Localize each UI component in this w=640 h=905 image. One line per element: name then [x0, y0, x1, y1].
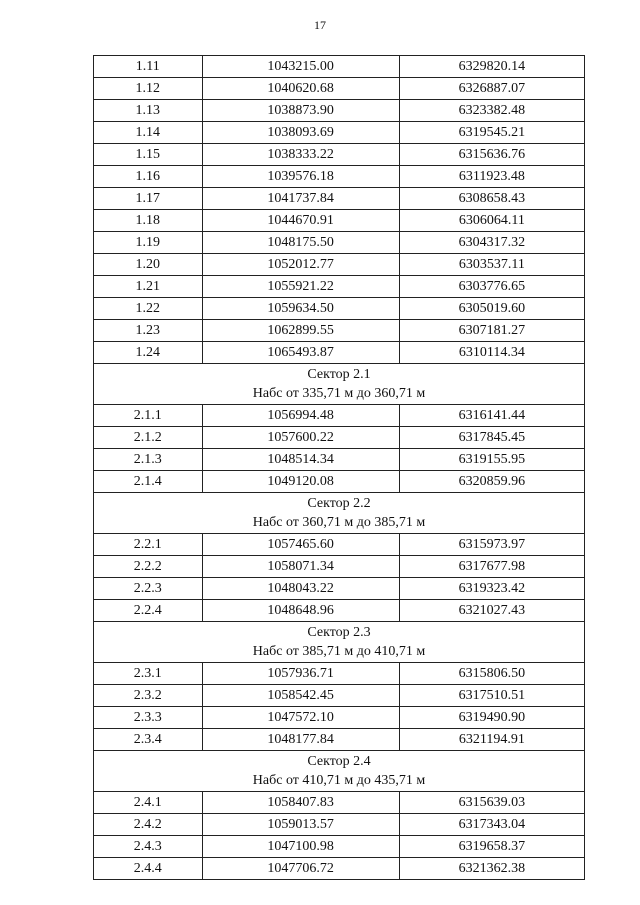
point-id-cell: 2.1.4 [94, 471, 203, 493]
point-id-cell: 2.1.3 [94, 449, 203, 471]
point-id-cell: 2.4.3 [94, 836, 203, 858]
table-row [94, 298, 585, 320]
point-id-cell: 2.2.3 [94, 578, 203, 600]
table-row [94, 166, 585, 188]
sector-header-row [94, 622, 585, 663]
x-coordinate-cell: 1052012.77 [202, 254, 399, 276]
sector-title: Сектор 2.1 [307, 367, 371, 382]
x-coordinate-cell: 1056994.48 [202, 405, 399, 427]
y-coordinate-cell: 6319658.37 [399, 836, 584, 858]
point-id-cell: 1.13 [94, 100, 203, 122]
point-id-cell: 1.19 [94, 232, 203, 254]
point-id-cell: 2.2.2 [94, 556, 203, 578]
point-id-cell: 2.4.4 [94, 858, 203, 880]
y-coordinate-cell: 6315806.50 [399, 663, 584, 685]
table-row [94, 858, 585, 880]
sector-header-row [94, 493, 585, 534]
point-id-cell: 1.23 [94, 320, 203, 342]
table-row [94, 320, 585, 342]
x-coordinate-cell: 1041737.84 [202, 188, 399, 210]
table-row [94, 78, 585, 100]
x-coordinate-cell: 1057600.22 [202, 427, 399, 449]
table-row [94, 534, 585, 556]
y-coordinate-cell: 6320859.96 [399, 471, 584, 493]
sector-header-row [94, 751, 585, 792]
y-coordinate-cell: 6323382.48 [399, 100, 584, 122]
x-coordinate-cell: 1047706.72 [202, 858, 399, 880]
point-id-cell: 1.16 [94, 166, 203, 188]
x-coordinate-cell: 1048648.96 [202, 600, 399, 622]
point-id-cell: 2.1.1 [94, 405, 203, 427]
table-row [94, 729, 585, 751]
sector-height-range: Набс от 335,71 м до 360,71 м [252, 386, 426, 401]
y-coordinate-cell: 6311923.48 [399, 166, 584, 188]
table-row [94, 449, 585, 471]
point-id-cell: 2.3.4 [94, 729, 203, 751]
table-row [94, 814, 585, 836]
x-coordinate-cell: 1038333.22 [202, 144, 399, 166]
x-coordinate-cell: 1059634.50 [202, 298, 399, 320]
table-row [94, 144, 585, 166]
coordinates-table-body [94, 56, 585, 880]
sector-title: Сектор 2.2 [307, 496, 371, 511]
point-id-cell: 1.24 [94, 342, 203, 364]
x-coordinate-cell: 1049120.08 [202, 471, 399, 493]
table-row [94, 707, 585, 729]
table-row [94, 836, 585, 858]
x-coordinate-cell: 1057465.60 [202, 534, 399, 556]
table-row [94, 578, 585, 600]
y-coordinate-cell: 6319323.42 [399, 578, 584, 600]
y-coordinate-cell: 6308658.43 [399, 188, 584, 210]
table-row [94, 232, 585, 254]
y-coordinate-cell: 6326887.07 [399, 78, 584, 100]
y-coordinate-cell: 6321362.38 [399, 858, 584, 880]
x-coordinate-cell: 1062899.55 [202, 320, 399, 342]
sector-height-range: Набс от 385,71 м до 410,71 м [252, 644, 426, 659]
y-coordinate-cell: 6321194.91 [399, 729, 584, 751]
point-id-cell: 2.3.1 [94, 663, 203, 685]
sector-header-cell [94, 622, 585, 663]
x-coordinate-cell: 1047572.10 [202, 707, 399, 729]
x-coordinate-cell: 1048177.84 [202, 729, 399, 751]
y-coordinate-cell: 6317343.04 [399, 814, 584, 836]
sector-header-cell [94, 364, 585, 405]
y-coordinate-cell: 6305019.60 [399, 298, 584, 320]
x-coordinate-cell: 1048043.22 [202, 578, 399, 600]
point-id-cell: 2.1.2 [94, 427, 203, 449]
table-row [94, 210, 585, 232]
x-coordinate-cell: 1040620.68 [202, 78, 399, 100]
y-coordinate-cell: 6310114.34 [399, 342, 584, 364]
point-id-cell: 2.2.1 [94, 534, 203, 556]
table-row [94, 188, 585, 210]
sector-title: Сектор 2.4 [307, 754, 371, 769]
x-coordinate-cell: 1065493.87 [202, 342, 399, 364]
table-row [94, 556, 585, 578]
point-id-cell: 2.2.4 [94, 600, 203, 622]
y-coordinate-cell: 6315973.97 [399, 534, 584, 556]
y-coordinate-cell: 6316141.44 [399, 405, 584, 427]
table-row [94, 600, 585, 622]
table-row [94, 56, 585, 78]
point-id-cell: 1.17 [94, 188, 203, 210]
y-coordinate-cell: 6315639.03 [399, 792, 584, 814]
x-coordinate-cell: 1048175.50 [202, 232, 399, 254]
table-row [94, 427, 585, 449]
x-coordinate-cell: 1044670.91 [202, 210, 399, 232]
sector-header-cell [94, 493, 585, 534]
point-id-cell: 1.21 [94, 276, 203, 298]
sector-height-range: Набс от 360,71 м до 385,71 м [252, 515, 426, 530]
sector-height-range: Набс от 410,71 м до 435,71 м [252, 773, 426, 788]
table-row [94, 663, 585, 685]
x-coordinate-cell: 1048514.34 [202, 449, 399, 471]
point-id-cell: 1.12 [94, 78, 203, 100]
table-row [94, 471, 585, 493]
y-coordinate-cell: 6319545.21 [399, 122, 584, 144]
table-row [94, 685, 585, 707]
y-coordinate-cell: 6315636.76 [399, 144, 584, 166]
x-coordinate-cell: 1059013.57 [202, 814, 399, 836]
x-coordinate-cell: 1058542.45 [202, 685, 399, 707]
y-coordinate-cell: 6306064.11 [399, 210, 584, 232]
table-row [94, 122, 585, 144]
point-id-cell: 1.22 [94, 298, 203, 320]
point-id-cell: 1.18 [94, 210, 203, 232]
y-coordinate-cell: 6319155.95 [399, 449, 584, 471]
table-row [94, 405, 585, 427]
page-number: 17 [314, 18, 326, 32]
y-coordinate-cell: 6303776.65 [399, 276, 584, 298]
point-id-cell: 2.4.2 [94, 814, 203, 836]
x-coordinate-cell: 1055921.22 [202, 276, 399, 298]
y-coordinate-cell: 6319490.90 [399, 707, 584, 729]
point-id-cell: 1.14 [94, 122, 203, 144]
table-row [94, 100, 585, 122]
point-id-cell: 2.3.3 [94, 707, 203, 729]
x-coordinate-cell: 1043215.00 [202, 56, 399, 78]
sector-header-cell [94, 751, 585, 792]
table-row [94, 342, 585, 364]
x-coordinate-cell: 1039576.18 [202, 166, 399, 188]
x-coordinate-cell: 1038093.69 [202, 122, 399, 144]
sector-header-row [94, 364, 585, 405]
x-coordinate-cell: 1058071.34 [202, 556, 399, 578]
point-id-cell: 1.11 [94, 56, 203, 78]
y-coordinate-cell: 6317845.45 [399, 427, 584, 449]
sector-title: Сектор 2.3 [307, 625, 371, 640]
y-coordinate-cell: 6304317.32 [399, 232, 584, 254]
y-coordinate-cell: 6303537.11 [399, 254, 584, 276]
y-coordinate-cell: 6329820.14 [399, 56, 584, 78]
y-coordinate-cell: 6317677.98 [399, 556, 584, 578]
y-coordinate-cell: 6307181.27 [399, 320, 584, 342]
coordinates-table [93, 55, 585, 880]
point-id-cell: 2.3.2 [94, 685, 203, 707]
y-coordinate-cell: 6317510.51 [399, 685, 584, 707]
table-row [94, 254, 585, 276]
x-coordinate-cell: 1058407.83 [202, 792, 399, 814]
x-coordinate-cell: 1038873.90 [202, 100, 399, 122]
point-id-cell: 1.20 [94, 254, 203, 276]
table-row [94, 276, 585, 298]
point-id-cell: 1.15 [94, 144, 203, 166]
y-coordinate-cell: 6321027.43 [399, 600, 584, 622]
table-row [94, 792, 585, 814]
x-coordinate-cell: 1057936.71 [202, 663, 399, 685]
x-coordinate-cell: 1047100.98 [202, 836, 399, 858]
point-id-cell: 2.4.1 [94, 792, 203, 814]
